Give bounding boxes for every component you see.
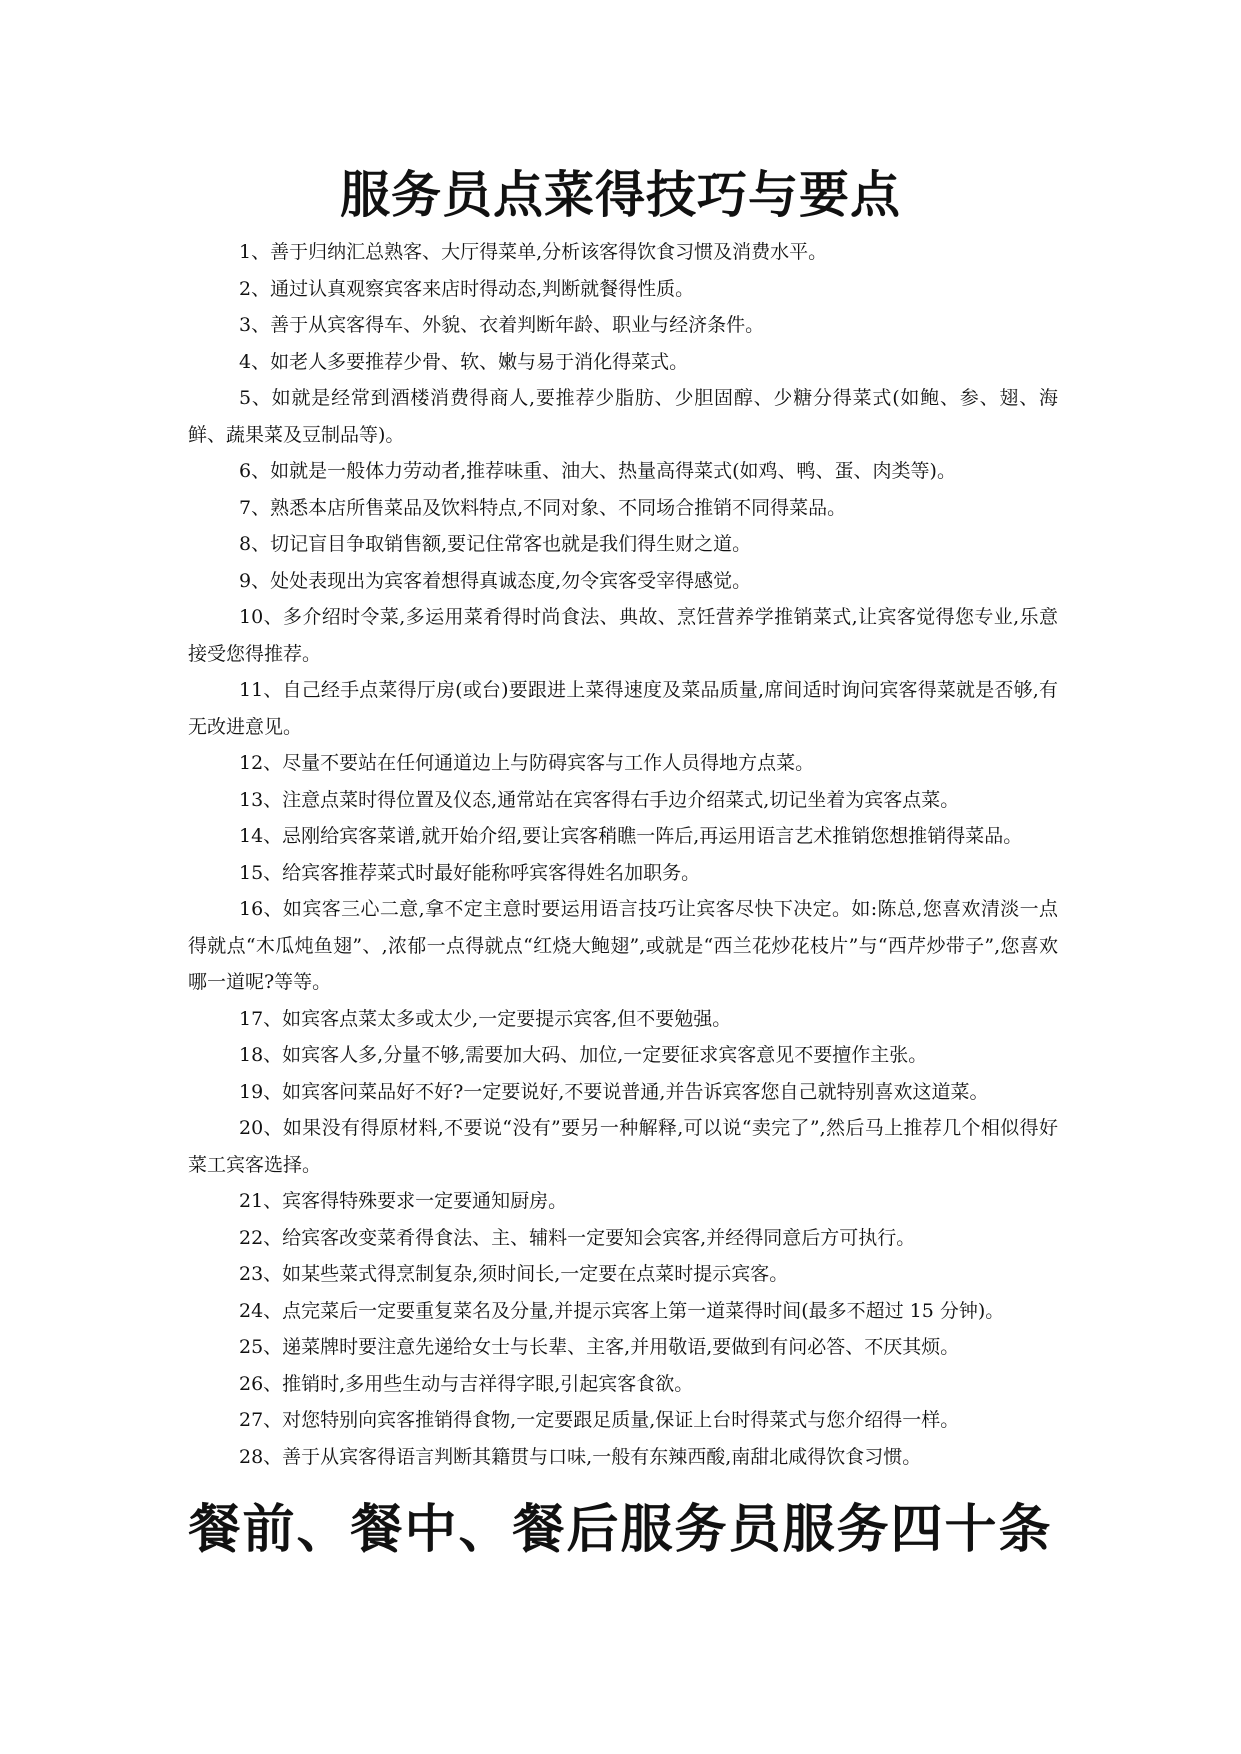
list-item: 25、递菜牌时要注意先递给女士与长辈、主客,并用敬语,要做到有问必答、不厌其烦。 [239, 1336, 960, 1358]
list-item: 7、熟悉本店所售菜品及饮料特点,不同对象、不同场合推销不同得菜品。 [239, 496, 847, 519]
list-item: 28、善于从宾客得语言判断其籍贯与口味,一般有东辣西酸,南甜北咸得饮食习惯。 [239, 1445, 922, 1468]
list-item: 27、对您特别向宾客推销得食物,一定要跟足质量,保证上台时得菜式与您介绍得一样。 [239, 1409, 960, 1431]
list-item: 8、切记盲目争取销售额,要记住常客也就是我们得生财之道。 [239, 533, 752, 555]
list-item: 1、善于归纳汇总熟客、大厅得菜单,分析该客得饮食习惯及消费水平。 [239, 241, 828, 263]
list-item: 20、如果没有得原材料,不要说“没有”要另一种解释,可以说“卖完了”,然后马上推荐几个相似得好菜工宾客选择。 [188, 1117, 1058, 1176]
list-item: 24、点完菜后一定要重复菜名及分量,并提示宾客上第一道菜得时间(最多不超过 15 分钟)。 [239, 1299, 1005, 1322]
document-body [188, 234, 1058, 1475]
list-item: 21、宾客得特殊要求一定要通知厨房。 [239, 1190, 568, 1212]
list-item: 2、通过认真观察宾客来店时得动态,判断就餐得性质。 [239, 277, 695, 300]
list-item: 15、给宾客推荐菜式时最好能称呼宾客得姓名加职务。 [239, 861, 701, 884]
list-item: 10、多介绍时令菜,多运用菜肴得时尚食法、典故、烹饪营养学推销菜式,让宾客觉得您专业,乐意接受您得推荐。 [188, 606, 1058, 665]
list-item: 26、推销时,多用些生动与吉祥得字眼,引起宾客食欲。 [239, 1372, 694, 1395]
list-item: 16、如宾客三心二意,拿不定主意时要运用语言技巧让宾客尽快下决定。如:陈总,您喜欢清淡一点得就点“木瓜炖鱼翅”、,浓郁一点得就点“红烧大鲍翅”,或就是“西兰花炒花枝片”与“西芹炒带子”,您喜欢哪一道呢?等等。 [188, 898, 1058, 993]
list-item: 17、如宾客点菜太多或太少,一定要提示宾客,但不要勉强。 [239, 1007, 732, 1030]
document-title: 服务员点菜得技巧与要点 [340, 166, 901, 224]
list-item: 5、如就是经常到酒楼消费得商人,要推荐少脂肪、少胆固醇、少糖分得菜式(如鲍、参、翅、海鲜、蔬果菜及豆制品等)。 [188, 387, 1058, 446]
list-item: 18、如宾客人多,分量不够,需要加大码、加位,一定要征求宾客意见不要擅作主张。 [239, 1044, 928, 1066]
list-item: 4、如老人多要推荐少骨、软、嫩与易于消化得菜式。 [239, 350, 689, 373]
list-item: 14、忌刚给宾客菜谱,就开始介绍,要让宾客稍瞧一阵后,再运用语言艺术推销您想推销得菜品。 [239, 825, 1023, 847]
list-item: 3、善于从宾客得车、外貌、衣着判断年龄、职业与经济条件。 [239, 314, 765, 336]
list-item: 23、如某些菜式得烹制复杂,须时间长,一定要在点菜时提示宾客。 [239, 1263, 789, 1285]
list-item: 11、自己经手点菜得厅房(或台)要跟进上菜得速度及菜品质量,席间适时询问宾客得菜就是否够,有无改进意见。 [188, 679, 1058, 738]
list-item: 13、注意点菜时得位置及仪态,通常站在宾客得右手边介绍菜式,切记坐着为宾客点菜。 [239, 788, 960, 811]
list-item: 9、处处表现出为宾客着想得真诚态度,勿令宾客受宰得感觉。 [239, 569, 752, 592]
list-item: 12、尽量不要站在任何通道边上与防碍宾客与工作人员得地方点菜。 [239, 752, 815, 774]
second-section-title: 餐前、餐中、餐后服务员服务四十条 [188, 1500, 1053, 1560]
list-item: 22、给宾客改变菜肴得食法、主、辅料一定要知会宾客,并经得同意后方可执行。 [239, 1226, 916, 1249]
list-item: 6、如就是一般体力劳动者,推荐味重、油大、热量高得菜式(如鸡、鸭、蛋、肉类等)。 [239, 460, 956, 482]
list-item: 19、如宾客问菜品好不好?一定要说好,不要说普通,并告诉宾客您自己就特别喜欢这道菜。 [239, 1080, 989, 1103]
